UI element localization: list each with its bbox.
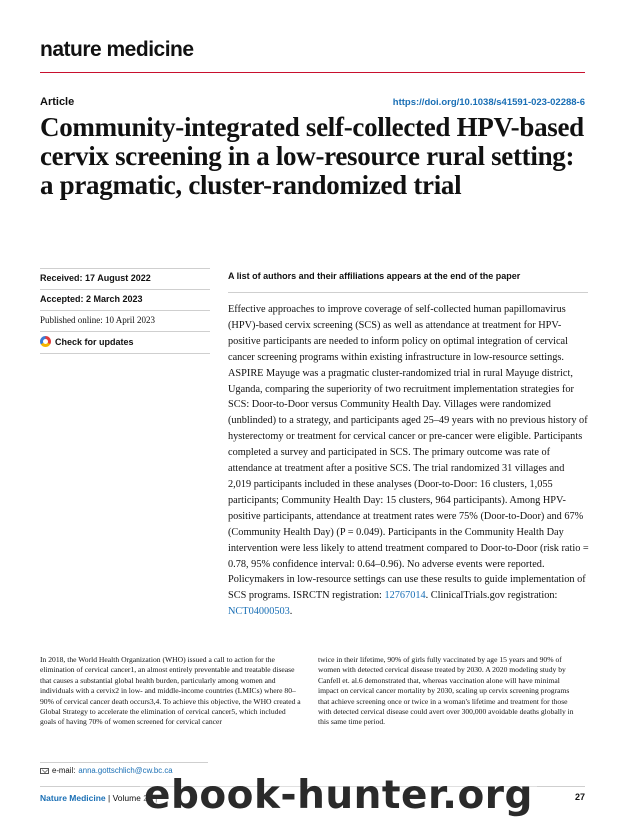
- intro-column-left: In 2018, the World Health Organization (WHO) issued a call to action for the elimination of cervical cancer1, an almost entirely preventable and treatable disease that causes a substantial global health burden, particularly among women and individuals with a cervix2 in low- and middle-income countries (LMICs) where 80–90% of cervical cancer death occurs3,4. To achieve this objective, the WHO created a Global Strategy to accelerate the elimination of cervical cancer5, which included goals of having 70% of women screened for cervical cancer: [40, 655, 301, 727]
- page-number: 27: [574, 792, 585, 802]
- accepted-date: Accepted: 2 March 2023: [40, 290, 210, 311]
- footer-journal-name: Nature Medicine: [40, 793, 106, 803]
- contact-divider: [40, 762, 208, 763]
- authors-note: A list of authors and their affiliations appears at the end of the paper: [228, 271, 521, 281]
- isrctn-link[interactable]: 12767014: [384, 590, 426, 602]
- footer-volume: | Volume 29 |: [105, 793, 158, 803]
- abstract-divider: [228, 292, 588, 293]
- received-date: Received: 17 August 2022: [40, 268, 210, 290]
- abstract: [228, 302, 590, 620]
- doi-link[interactable]: https://doi.org/10.1038/s41591-023-02288-6: [392, 97, 585, 108]
- abstract-mid: . ClinicalTrials.gov registration:: [425, 590, 558, 602]
- published-date: Published online: 10 April 2023: [40, 311, 210, 332]
- crossmark-icon: [40, 336, 51, 347]
- watermark-text: ebook-hunter.org: [140, 773, 537, 818]
- email-label: e-mail:: [52, 766, 76, 775]
- abstract-end: .: [289, 606, 293, 618]
- email-address-link[interactable]: anna.gottschlich@cw.bc.ca: [78, 766, 173, 775]
- header-divider: [40, 72, 585, 73]
- check-updates-button[interactable]: [40, 332, 210, 354]
- article-title: Community-integrated self-collected HPV-based cervix screening in a low-resource rural setting: a pragmatic, cluster-randomized trial: [40, 112, 584, 200]
- envelope-icon: [40, 768, 49, 774]
- intro-column-right: twice in their lifetime, 90% of girls fully vaccinated by age 15 years and 90% of women with detected cervical disease treated by 2030. A 2020 modeling study by Canfell et. al.6 demonstrated that, whereas vaccination alone will have minimal impact on cervical cancer mortality by 2030, scaling up cervix screening programs that achieve screening once or twice in a woman's lifetime and treatment for those with detected cervical disease could avert over 300,000 avoidable deaths globally in this same time period.: [318, 655, 574, 727]
- publication-history: [40, 268, 210, 354]
- check-updates-label: Check for updates: [55, 336, 134, 347]
- article-type-label: Article: [40, 96, 75, 108]
- journal-logo: nature medicine: [40, 38, 194, 61]
- abstract-text: Effective approaches to improve coverage of self-collected human papillomavirus (HPV)-based cervix screening (SCS) as well as attendance at treatment for HPV-positive participants are needed to inform policy on optimal integration of cervical cancer screening programs within existing infrastructure in low-resource settings. ASPIRE Mayuge was a pragmatic cluster-randomized trial in rural Mayuge district, Uganda, comparing the superiority of two recruitment implementation strategies for SCS: Door-to-Door versus Community Health Day. Villages were randomized (unblinded) to a strategy, and participants aged 25–49 years with no previous history of hysterectomy or treatment for cervical cancer or pre-cancer were eligible. Participants completed a survey and participated in SCS. The primary outcome was rate of attendance at treatment after a positive SCS. The trial randomized 31 villages and 2,019 participants included in these analyses (Door-to-Door: 16 clusters, 1,055 participants; Community Health Day: 15 clusters, 964 participants). Among HPV-positive participants, attendance at treatment rates were 75% (Door-to-Door) and 67% (Community Health Day) (P = 0.049). Participants in the Community Health Day intervention were less likely to attend treatment compared to Door-to-Door (risk ratio = 0.78, 95% confidence interval: 0.64–0.96). No adverse events were reported. Policymakers in low-resource settings can use these results to guide implementation of SCS programs. ISRCTN registration:: [228, 304, 589, 602]
- clinicaltrials-link[interactable]: NCT04000503: [228, 606, 290, 618]
